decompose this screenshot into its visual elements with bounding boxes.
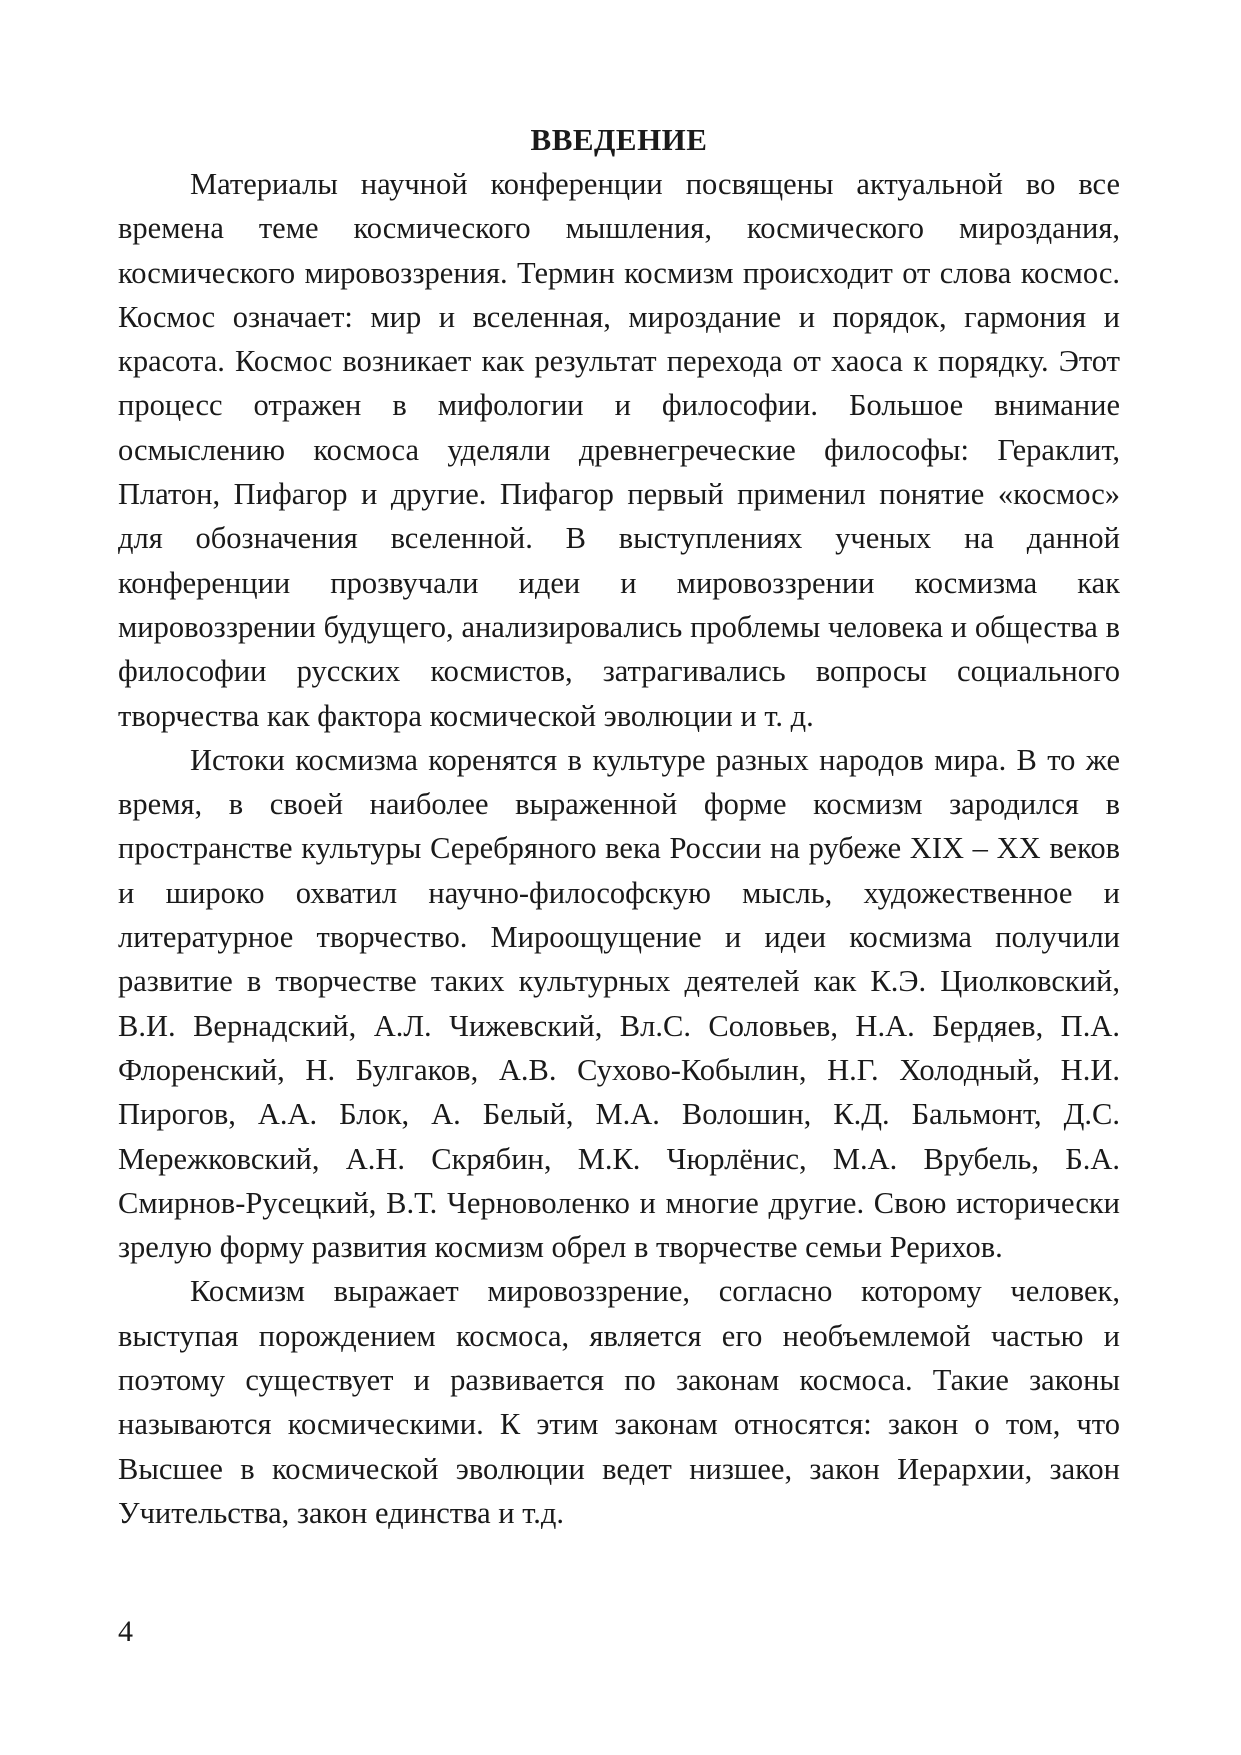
page-title: ВВЕДЕНИЕ bbox=[530, 122, 708, 157]
paragraph-1: Материалы научной конференции посвящены актуальной во все времена теме космического мышления, космического мироздания, космического мировоззрения. Термин космизм происходит от слова космос. Космос означает: мир и вселенная, мироздание и порядок, гармония и красота. Космос возникает как результат перехода от хаоса к порядку. Этот процесс отражен в мифологии и философии. Большое внимание осмыслению космоса уделяли древнегреческие философы: Гераклит, Платон, Пифагор и другие. Пифагор первый применил понятие «космос» для обозначения вселенной. В выступлениях ученых на данной конференции прозвучали идеи и мировоззрении космизма как мировоззрении будущего, анализировались проблемы человека и общества в философии русских космистов, затрагивались вопросы социального творчества как фактора космической эволюции и т. д. bbox=[118, 167, 1120, 733]
paragraph-2: Истоки космизма коренятся в культуре разных народов мира. В то же время, в своей наиболее выраженной форме космизм зародился в пространстве культуры Серебряного века России на рубеже XIX – XX веков и широко охватил научно-философскую мысль, художественное и литературное творчество. Мироощущение и идеи космизма получили развитие в творчестве таких культурных деятелей как К.Э. Циолковский, В.И. Вернадский, А.Л. Чижевский, Вл.С. Соловьев, Н.А. Бердяев, П.А. Флоренский, Н. Булгаков, А.В. Сухово-Кобылин, Н.Г. Холодный, Н.И. Пирогов, А.А. Блок, А. Белый, М.А. Волошин, К.Д. Бальмонт, Д.С. Мережковский, А.Н. Скрябин, М.К. Чюрлёнис, М.А. Врубель, Б.А. Смирнов-Русецкий, В.Т. Черноволенко и многие другие. Свою исторически зрелую форму развития космизм обрел в творчестве семьи Рерихов. bbox=[118, 742, 1120, 1265]
paragraph-3: Космизм выражает мировоззрение, согласно которому человек, выступая порождением космоса, является его необъемлемой частью и поэтому существует и развивается по законам космоса. Такие законы называются космическими. К этим законам относятся: закон о том, что Высшее в космической эволюции ведет низшее, закон Иерархии, закон Учительства, закон единства и т.д. bbox=[118, 1274, 1120, 1530]
page-content bbox=[118, 118, 1120, 1535]
page-number: 4 bbox=[118, 1615, 133, 1648]
